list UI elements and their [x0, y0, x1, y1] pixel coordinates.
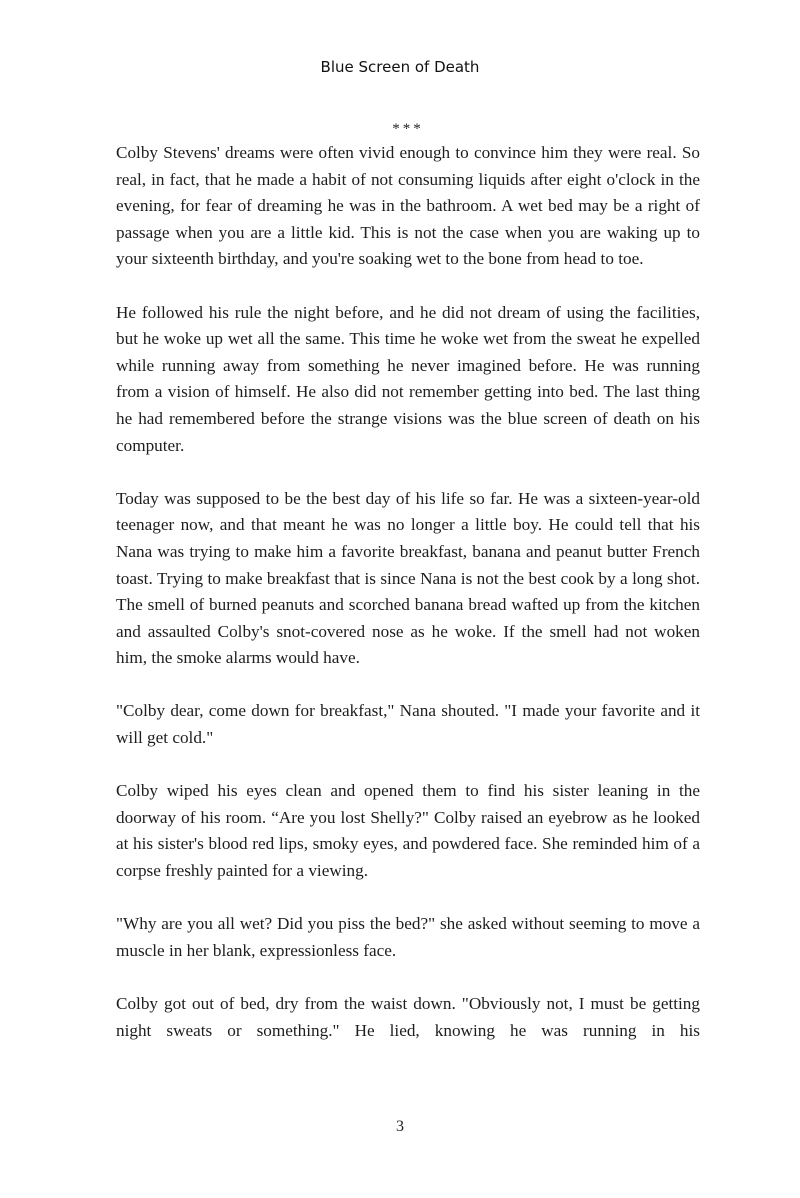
scene-break: ***: [392, 121, 424, 137]
paragraph: Colby wiped his eyes clean and opened them to find his sister leaning in the doorway of his room. “Are you lost Shelly?" Colby raised an eyebrow as he looked at his sister's blood red lips, smoky eyes, and powdered face. She reminded him of a corpse freshly painted for a viewing.: [116, 781, 700, 881]
running-header-title: Blue Screen of Death: [320, 58, 480, 76]
paragraph: "Colby dear, come down for breakfast," Nana shouted. "I made your favorite and it will get cold.": [116, 701, 700, 748]
paragraph: Today was supposed to be the best day of his life so far. He was a sixteen-year-old teenager now, and that meant he was no longer a little boy. He could tell that his Nana was trying to make him a favorite breakfast, banana and peanut butter French toast. Trying to make breakfast that is since Nana is not the best cook by a long shot. The smell of burned peanuts and scorched banana bread wafted up from the kitchen and assaulted Colby's snot-covered nose as he woke. If the smell had not woken him, the smoke alarms would have.: [116, 488, 700, 668]
chapter-body: [116, 118, 700, 1044]
paragraph: "Why are you all wet? Did you piss the bed?" she asked without seeming to move a muscle in her blank, expressionless face.: [116, 914, 700, 960]
paragraph: He followed his rule the night before, and he did not dream of using the facilities, but he woke up wet all the same. This time he woke wet from the sweat he expelled while running away from something he never imagined before. He was running from a vision of himself. He also did not remember getting into bed. The last thing he had remembered before the strange visions was the blue screen of death on his computer.: [116, 302, 700, 455]
page-number: 3: [396, 1118, 404, 1135]
paragraph: Colby Stevens' dreams were often vivid enough to convince him they were real. So real, in fact, that he made a habit of not consuming liquids after eight o'clock in the evening, for fear of dreaming he was in the bathroom. A wet bed may be a right of passage when you are a little kid. This is not the case when you are waking up to your sixteenth birthday, and you're soaking wet to the bone from head to toe.: [116, 143, 700, 269]
paragraph-continued: Colby got out of bed, dry from the waist down. "Obviously not, I must be getting night sweats or something." He lied, knowing he was running in his: [116, 994, 700, 1040]
